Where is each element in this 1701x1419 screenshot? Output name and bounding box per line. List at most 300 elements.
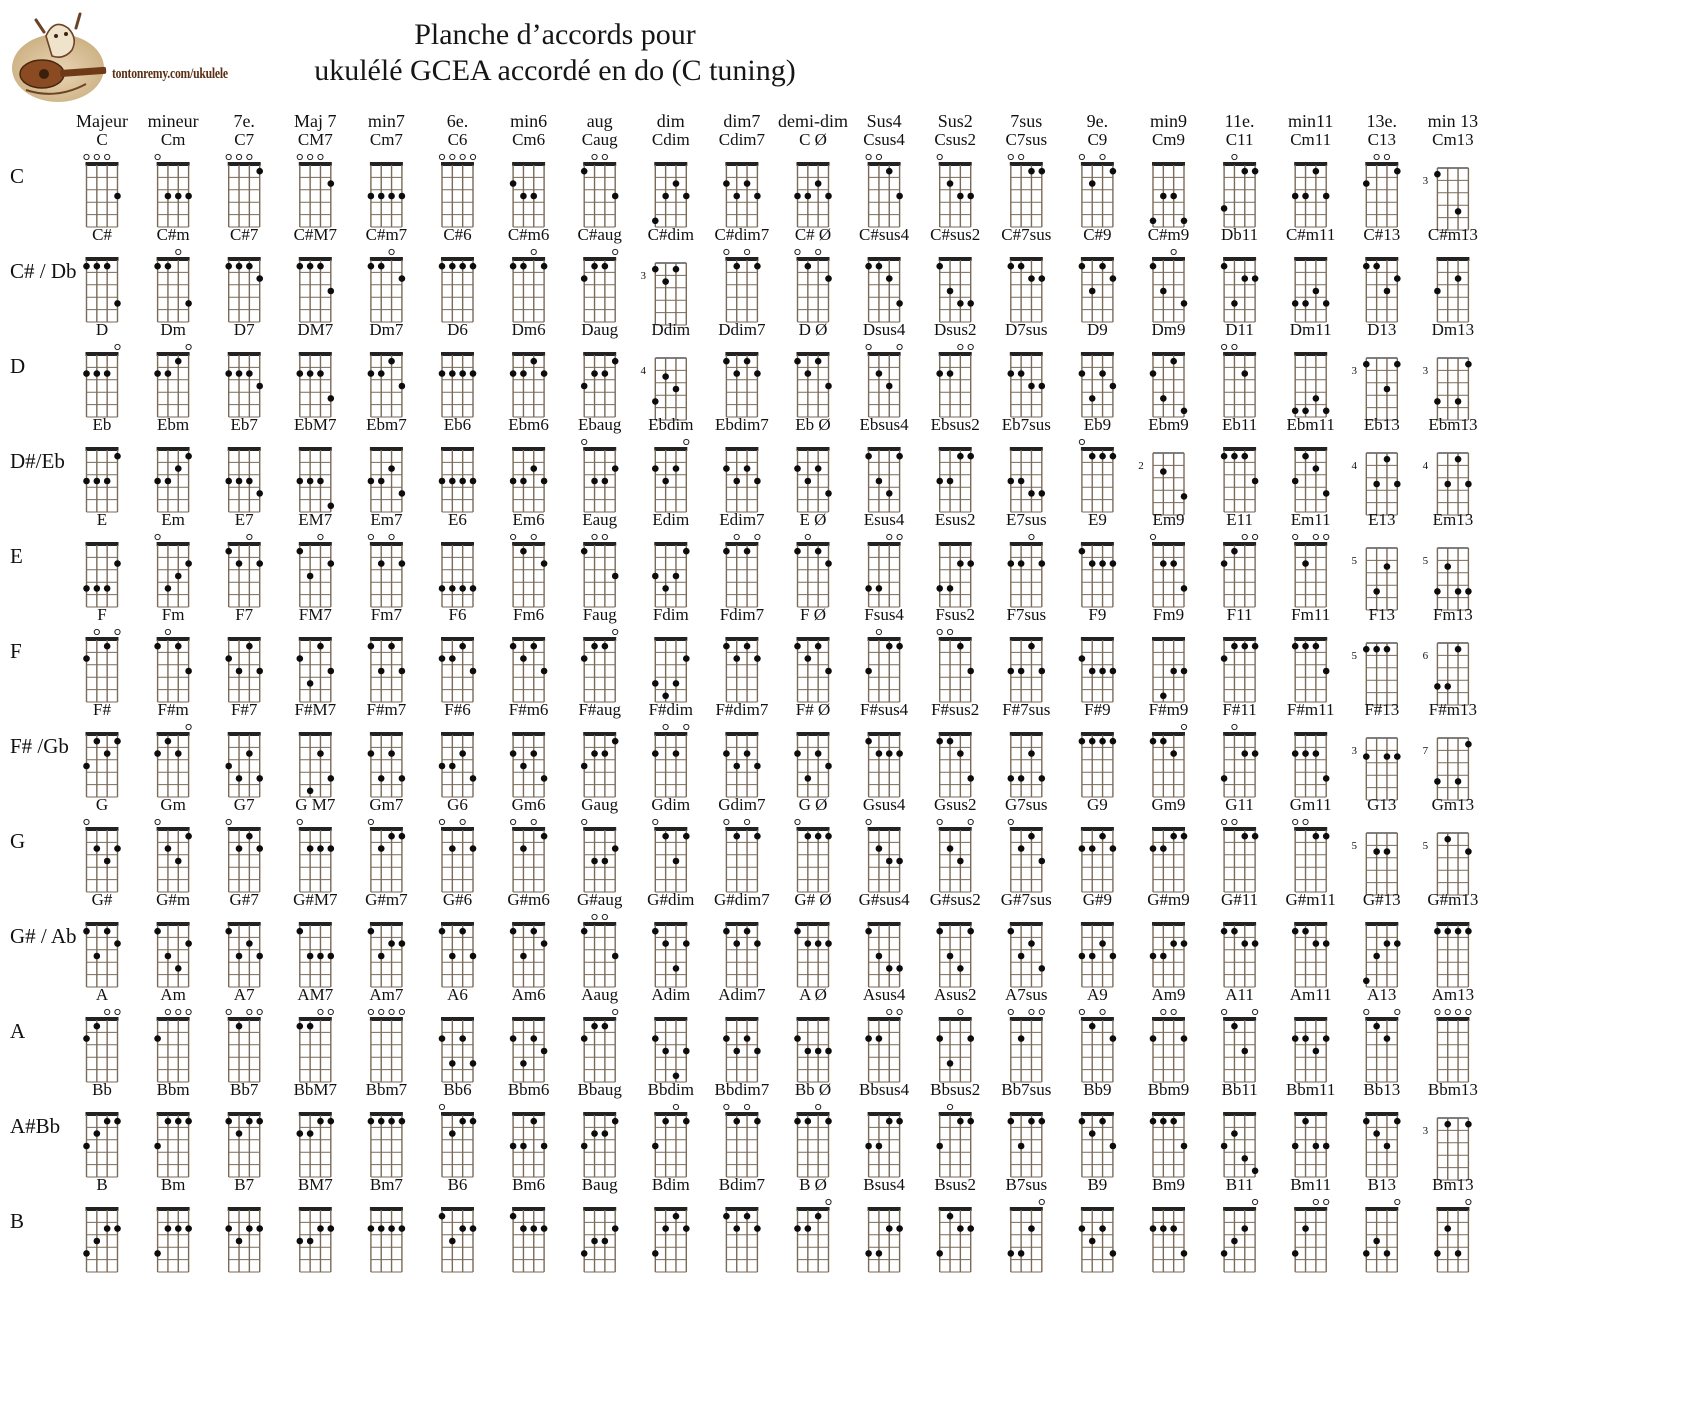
- finger-dot: [236, 668, 243, 675]
- nut: [654, 162, 687, 166]
- nut: [939, 542, 972, 546]
- chord-row: [10, 985, 1474, 1082]
- finger-dot: [581, 1250, 588, 1257]
- finger-dot: [662, 1225, 669, 1232]
- chord-diagram: [934, 320, 977, 417]
- finger-dot: [307, 370, 314, 377]
- row-label: E: [10, 544, 23, 568]
- finger-dot: [1221, 1143, 1228, 1150]
- chord-diagram: [1363, 130, 1401, 227]
- finger-dot: [1099, 370, 1106, 377]
- finger-dot: [1099, 1225, 1106, 1232]
- nut: [86, 162, 119, 166]
- nut: [797, 447, 830, 451]
- chord-diagram: [439, 1080, 476, 1177]
- nut: [1436, 922, 1469, 926]
- finger-dot: [896, 193, 903, 200]
- open-string-marker: [297, 154, 302, 159]
- finger-dot: [165, 263, 172, 270]
- finger-dot: [297, 1130, 304, 1137]
- nut: [1010, 542, 1043, 546]
- chord-diagram: [1290, 985, 1332, 1082]
- chord-diagram: [1005, 320, 1048, 417]
- chord-diagram: [294, 1080, 338, 1177]
- finger-dot: [175, 1225, 182, 1232]
- chord-name: F#11: [1222, 700, 1257, 719]
- finger-dot: [1302, 193, 1309, 200]
- finger-dot: [754, 833, 761, 840]
- chord-name: E Ø: [799, 510, 827, 529]
- finger-dot: [541, 1143, 548, 1150]
- open-string-marker: [968, 819, 973, 824]
- nut: [370, 827, 403, 831]
- finger-dot: [510, 263, 517, 270]
- chord-name: C#sus2: [930, 225, 981, 244]
- finger-dot: [1394, 1118, 1401, 1125]
- finger-dot: [1099, 560, 1106, 567]
- finger-dot: [83, 263, 90, 270]
- finger-dot: [1181, 493, 1188, 500]
- finger-dot: [1008, 1250, 1015, 1257]
- finger-dot: [175, 858, 182, 865]
- nut: [228, 542, 261, 546]
- finger-dot: [754, 763, 761, 770]
- finger-dot: [1384, 848, 1391, 855]
- chord-name: F13: [1368, 605, 1396, 624]
- nut: [1365, 922, 1398, 926]
- chord-row: [10, 605, 1473, 705]
- finger-dot: [470, 263, 477, 270]
- chord-name: Bbm: [156, 1080, 190, 1099]
- chord-diagram: [295, 795, 336, 892]
- finger-dot: [399, 193, 406, 200]
- finger-dot: [307, 1023, 314, 1030]
- chord-diagram: [647, 890, 694, 987]
- finger-dot: [368, 1118, 375, 1125]
- finger-dot: [1160, 953, 1167, 960]
- nut: [725, 352, 758, 356]
- finger-dot: [328, 953, 335, 960]
- nut: [797, 1207, 830, 1211]
- finger-dot: [1455, 398, 1462, 405]
- chord-diagram: [1222, 320, 1257, 417]
- nut: [939, 162, 972, 166]
- row-label: D#/Eb: [10, 449, 65, 473]
- finger-dot: [541, 1225, 548, 1232]
- finger-dot: [1089, 180, 1096, 187]
- finger-dot: [1313, 750, 1320, 757]
- finger-dot: [236, 845, 243, 852]
- finger-dot: [581, 1035, 588, 1042]
- finger-dot: [1008, 370, 1015, 377]
- open-string-marker: [1293, 819, 1298, 824]
- open-string-marker: [937, 819, 942, 824]
- open-string-marker: [389, 1009, 394, 1014]
- chord-name: Bbm11: [1285, 1080, 1336, 1099]
- finger-dot: [520, 548, 527, 555]
- finger-dot: [591, 1130, 598, 1137]
- finger-dot: [754, 370, 761, 377]
- finger-dot: [1302, 408, 1309, 415]
- chord-diagram: [863, 1175, 905, 1272]
- finger-dot: [328, 668, 335, 675]
- finger-dot: [581, 928, 588, 935]
- nut: [939, 922, 972, 926]
- finger-dot: [936, 928, 943, 935]
- chord-diagram: [366, 225, 408, 322]
- chord-name: Fm7: [370, 605, 402, 624]
- finger-dot: [1089, 1130, 1096, 1137]
- open-string-marker: [297, 819, 302, 824]
- chord-diagram: [83, 225, 121, 322]
- nut: [157, 162, 190, 166]
- finger-dot: [967, 775, 974, 782]
- finger-dot: [591, 1023, 598, 1030]
- chord-name: G#11: [1221, 890, 1259, 909]
- finger-dot: [541, 560, 548, 567]
- column-header: aug: [586, 111, 613, 131]
- finger-dot: [1089, 1023, 1096, 1030]
- nut: [939, 1112, 972, 1116]
- chord-name: F#7sus: [1002, 700, 1051, 719]
- chord-name: C#13: [1363, 225, 1401, 244]
- finger-dot: [1160, 395, 1167, 402]
- open-string-marker: [176, 249, 181, 254]
- page-title: Planche d’accords pour: [414, 18, 696, 51]
- finger-dot: [1292, 1250, 1299, 1257]
- chord-diagram: [934, 795, 977, 892]
- nut: [1223, 732, 1256, 736]
- chord-name: Am7: [369, 985, 404, 1004]
- nut: [1294, 1207, 1327, 1211]
- chord-diagram: [1079, 415, 1116, 512]
- chord-name: Faug: [582, 605, 617, 624]
- finger-dot: [530, 358, 537, 365]
- nut: [583, 732, 616, 736]
- finger-dot: [388, 358, 395, 365]
- finger-dot: [591, 370, 598, 377]
- chord-diagram: [439, 510, 477, 607]
- chord-name: F7sus: [1006, 605, 1047, 624]
- finger-dot: [1302, 560, 1309, 567]
- chord-diagram: [509, 700, 549, 797]
- finger-dot: [1150, 845, 1157, 852]
- finger-dot: [104, 858, 111, 865]
- chord-name: C#sus4: [859, 225, 910, 244]
- nut: [797, 162, 830, 166]
- chord-diagram: [1006, 510, 1047, 607]
- finger-dot: [1323, 300, 1330, 307]
- nut: [512, 542, 545, 546]
- open-string-marker: [510, 534, 515, 539]
- finger-dot: [1089, 1238, 1096, 1245]
- finger-dot: [744, 465, 751, 472]
- chord-name: D Ø: [798, 320, 828, 339]
- chord-name: Eb13: [1363, 415, 1400, 434]
- finger-dot: [510, 1213, 517, 1220]
- finger-dot: [1231, 1130, 1238, 1137]
- finger-dot: [1302, 1118, 1309, 1125]
- finger-dot: [1039, 965, 1046, 972]
- finger-dot: [328, 775, 335, 782]
- chord-name: D13: [1367, 320, 1397, 339]
- finger-dot: [1241, 833, 1248, 840]
- finger-dot: [368, 370, 375, 377]
- finger-dot: [896, 750, 903, 757]
- finger-dot: [520, 1060, 527, 1067]
- chord-name: A: [95, 985, 109, 1004]
- finger-dot: [1363, 361, 1370, 368]
- open-string-marker: [866, 154, 871, 159]
- chord-diagram: [581, 510, 619, 607]
- finger-dot: [683, 833, 690, 840]
- chord-name: F Ø: [800, 605, 826, 624]
- chord-row: [10, 1175, 1474, 1272]
- nut: [654, 1112, 687, 1116]
- finger-dot: [1008, 928, 1015, 935]
- open-string-marker: [1466, 1009, 1471, 1014]
- finger-dot: [1252, 940, 1259, 947]
- finger-dot: [175, 193, 182, 200]
- finger-dot: [602, 643, 609, 650]
- finger-dot: [1079, 548, 1086, 555]
- finger-dot: [591, 858, 598, 865]
- chord-diagram: [930, 890, 981, 987]
- nut: [868, 637, 901, 641]
- finger-dot: [185, 668, 192, 675]
- page-subtitle: ukulélé GCEA accordé en do (C tuning): [314, 54, 796, 87]
- chord-name: D6: [447, 320, 468, 339]
- open-string-marker: [653, 819, 658, 824]
- chord-name: Db11: [1221, 225, 1259, 244]
- finger-dot: [815, 940, 822, 947]
- chord-diagram: [510, 1175, 548, 1272]
- open-string-marker: [947, 629, 952, 634]
- nut: [512, 827, 545, 831]
- finger-dot: [673, 965, 680, 972]
- finger-dot: [1079, 655, 1086, 662]
- chord-diagram: [83, 700, 121, 797]
- nut: [1152, 162, 1185, 166]
- finger-dot: [947, 953, 954, 960]
- finger-dot: [1292, 750, 1299, 757]
- nut: [228, 732, 261, 736]
- finger-dot: [378, 263, 385, 270]
- chord-name: Ddim: [651, 320, 691, 339]
- nut: [441, 1112, 474, 1116]
- chord-diagram: [934, 1175, 976, 1272]
- nut: [228, 827, 261, 831]
- nut: [1365, 1207, 1398, 1211]
- chord-name: Bb Ø: [794, 1080, 832, 1099]
- chord-name: Eb9: [1083, 415, 1112, 434]
- chord-diagram: [1428, 225, 1478, 322]
- finger-dot: [876, 1035, 883, 1042]
- finger-dot: [439, 1035, 446, 1042]
- finger-dot: [1079, 953, 1086, 960]
- finger-dot: [378, 953, 385, 960]
- finger-dot: [1028, 643, 1035, 650]
- finger-dot: [1110, 1143, 1117, 1150]
- finger-dot: [165, 370, 172, 377]
- nut: [1223, 1112, 1256, 1116]
- nut: [797, 352, 830, 356]
- finger-dot: [754, 1118, 761, 1125]
- chord-diagram: [1423, 415, 1478, 515]
- chord-diagram: [1001, 1080, 1051, 1177]
- finger-dot: [805, 478, 812, 485]
- site-url[interactable]: tontonremy.com/ukulele: [112, 66, 228, 82]
- chord-diagram: [1150, 130, 1188, 227]
- chord-diagram: [715, 415, 769, 512]
- chord-diagram: [225, 1175, 263, 1272]
- finger-dot: [1008, 1118, 1015, 1125]
- chord-name: Fm6: [513, 605, 545, 624]
- chord-name: Bb7sus: [1001, 1080, 1052, 1099]
- finger-dot: [388, 940, 395, 947]
- nut: [370, 637, 403, 641]
- finger-dot: [1231, 1023, 1238, 1030]
- chord-diagram: [1150, 985, 1188, 1082]
- finger-dot: [794, 643, 801, 650]
- chord-diagram: [1221, 130, 1259, 227]
- finger-dot: [805, 655, 812, 662]
- finger-dot: [378, 1225, 385, 1232]
- finger-dot: [530, 928, 537, 935]
- column-header: 7sus: [1010, 111, 1043, 131]
- finger-dot: [602, 1023, 609, 1030]
- chord-diagram: [718, 320, 766, 417]
- chord-diagram: [84, 795, 121, 892]
- nut: [868, 827, 901, 831]
- open-string-marker: [1008, 154, 1013, 159]
- chord-diagram: [1221, 1175, 1258, 1272]
- nut: [868, 1017, 901, 1021]
- finger-dot: [733, 370, 740, 377]
- fret-number: 5: [1351, 650, 1358, 662]
- finger-dot: [1241, 1048, 1248, 1055]
- finger-dot: [1181, 940, 1188, 947]
- finger-dot: [256, 775, 263, 782]
- nut: [725, 1112, 758, 1116]
- finger-dot: [886, 750, 893, 757]
- finger-dot: [459, 1118, 466, 1125]
- finger-dot: [297, 478, 304, 485]
- finger-dot: [236, 1023, 243, 1030]
- chord-diagram: [581, 605, 618, 702]
- finger-dot: [1039, 668, 1046, 675]
- finger-dot: [1039, 858, 1046, 865]
- chord-name: Cm9: [1151, 130, 1186, 149]
- nut: [441, 732, 474, 736]
- finger-dot: [805, 775, 812, 782]
- finger-dot: [652, 266, 659, 273]
- finger-dot: [1384, 753, 1391, 760]
- chord-diagram: [1221, 415, 1259, 512]
- finger-dot: [733, 833, 740, 840]
- chord-diagram: [295, 700, 337, 797]
- chord-name: Fsus4: [864, 605, 904, 624]
- finger-dot: [865, 1250, 872, 1257]
- finger-dot: [1231, 643, 1238, 650]
- open-string-marker: [602, 534, 607, 539]
- nut: [86, 352, 119, 356]
- finger-dot: [541, 775, 548, 782]
- finger-dot: [662, 1048, 669, 1055]
- finger-dot: [1160, 1118, 1167, 1125]
- chord-name: C7sus: [1005, 130, 1048, 149]
- finger-dot: [175, 465, 182, 472]
- chord-name: Fsus2: [935, 605, 976, 624]
- finger-dot: [1160, 288, 1167, 295]
- chord-diagram: [83, 1080, 121, 1177]
- open-string-marker: [1079, 154, 1084, 159]
- finger-dot: [825, 940, 832, 947]
- finger-dot: [612, 358, 619, 365]
- nut: [86, 637, 119, 641]
- finger-dot: [328, 1118, 335, 1125]
- finger-dot: [165, 193, 172, 200]
- finger-dot: [1384, 288, 1391, 295]
- chord-name: C#: [92, 225, 112, 244]
- finger-dot: [754, 193, 761, 200]
- finger-dot: [1008, 263, 1015, 270]
- finger-dot: [439, 478, 446, 485]
- open-string-marker: [724, 819, 729, 824]
- finger-dot: [733, 655, 740, 662]
- nut: [654, 827, 687, 831]
- finger-dot: [378, 845, 385, 852]
- chord-name: Daug: [581, 320, 619, 339]
- finger-dot: [886, 168, 893, 175]
- finger-dot: [876, 585, 883, 592]
- finger-dot: [805, 1118, 812, 1125]
- finger-dot: [805, 940, 812, 947]
- chord-name: F#13: [1364, 700, 1400, 719]
- finger-dot: [733, 478, 740, 485]
- finger-dot: [439, 763, 446, 770]
- finger-dot: [886, 490, 893, 497]
- open-string-marker: [826, 1199, 831, 1204]
- finger-dot: [317, 370, 324, 377]
- chord-name: C#m6: [507, 225, 550, 244]
- finger-dot: [541, 668, 548, 675]
- finger-dot: [723, 465, 730, 472]
- finger-dot: [1252, 833, 1259, 840]
- finger-dot: [815, 548, 822, 555]
- open-string-marker: [531, 534, 536, 539]
- finger-dot: [1465, 741, 1472, 748]
- chord-name: Cdim: [651, 130, 690, 149]
- chord-diagram: [368, 795, 405, 892]
- finger-dot: [1363, 1118, 1370, 1125]
- chord-diagram: [577, 890, 623, 987]
- finger-dot: [317, 1225, 324, 1232]
- finger-dot: [388, 643, 395, 650]
- finger-dot: [470, 478, 477, 485]
- chord-name: B Ø: [799, 1175, 827, 1194]
- chord-diagram: [652, 1175, 690, 1272]
- chord-name: C: [96, 130, 108, 149]
- finger-dot: [805, 370, 812, 377]
- row-label: B: [10, 1209, 25, 1233]
- chord-name: Aaug: [581, 985, 619, 1004]
- finger-dot: [1302, 1225, 1309, 1232]
- chord-diagram: [720, 605, 765, 702]
- chord-name: F#m9: [1148, 700, 1189, 719]
- fret-number: 5: [1351, 555, 1358, 567]
- open-string-marker: [1232, 344, 1237, 349]
